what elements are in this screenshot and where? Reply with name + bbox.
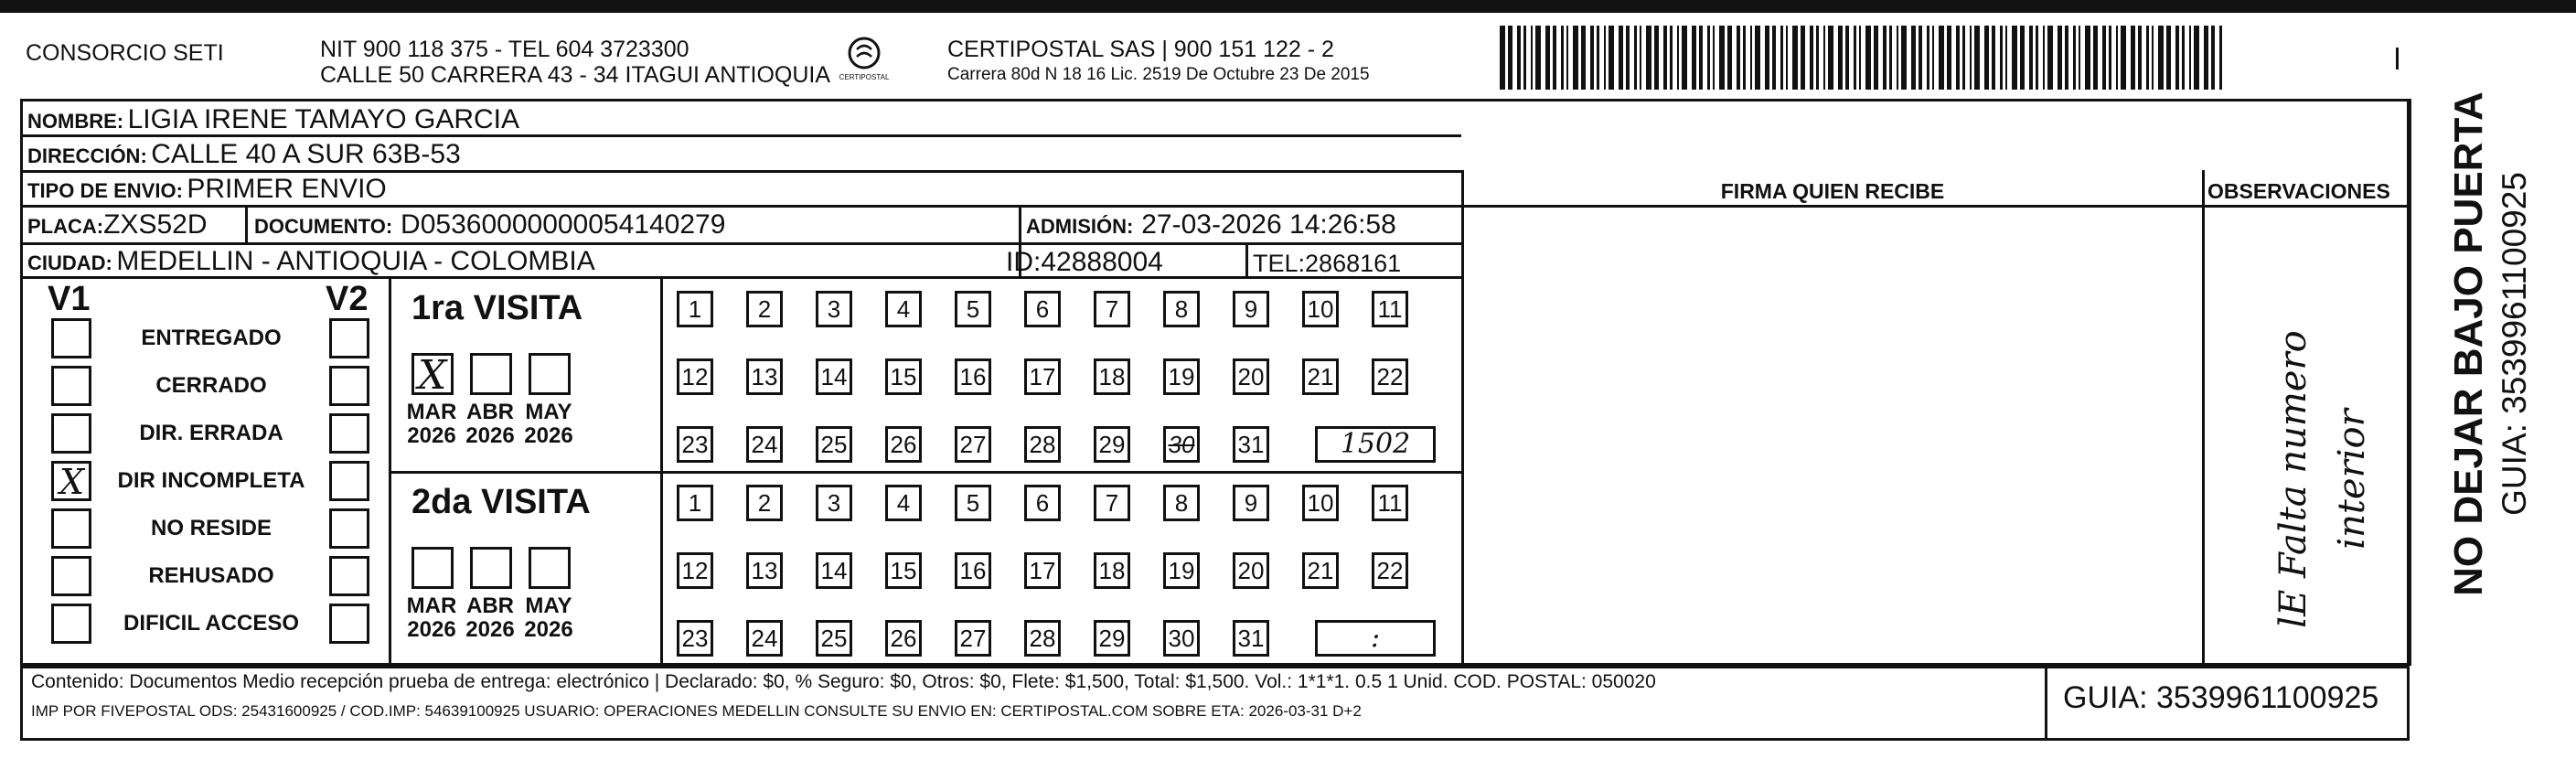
- day-box[interactable]: 2: [746, 485, 783, 521]
- license-line: Carrera 80d N 18 16 Lic. 2519 De Octubre 23 De 2015: [947, 65, 1370, 84]
- day-box[interactable]: 30: [1163, 620, 1200, 657]
- day-box[interactable]: 22: [1372, 358, 1408, 395]
- v1-label: V1: [48, 280, 91, 318]
- v1-checkbox[interactable]: [51, 508, 91, 549]
- day-box[interactable]: 26: [885, 620, 922, 657]
- id-value: 42888004: [1041, 247, 1163, 277]
- ciudad-label: CIUDAD:: [27, 251, 112, 274]
- day-box[interactable]: 25: [816, 620, 852, 657]
- visit2-title: 2da VISITA: [412, 483, 591, 521]
- day-box[interactable]: 23: [677, 620, 713, 657]
- day-box[interactable]: 6: [1024, 485, 1061, 521]
- day-box[interactable]: 5: [955, 291, 991, 327]
- cell-divider: [245, 205, 248, 243]
- contenido-line: Contenido: Documentos Medio recepción prueba de entrega: electrónico | Declarado: $0, % Seguro: $0, Otros: $0, Flete: $1,500, Total: $1,500. Vol.: 1*1*1. 0.5 1 Unid. COD. POSTAL: 050020: [31, 671, 1656, 692]
- time-box[interactable]: :: [1315, 620, 1436, 657]
- month-label: [521, 594, 576, 642]
- status-option-label: CERRADO: [155, 373, 267, 398]
- month-checkbox[interactable]: [470, 547, 512, 589]
- v1-checkbox[interactable]: [51, 604, 91, 644]
- month-year: 2026: [524, 617, 573, 642]
- day-box[interactable]: 15: [885, 552, 922, 589]
- v1-checkbox[interactable]: [51, 461, 91, 501]
- firma-header: FIRMA QUIEN RECIBE: [1720, 179, 1945, 203]
- left-section-border: [1461, 170, 1464, 666]
- day-box[interactable]: 20: [1233, 358, 1269, 395]
- cell-divider: [1245, 242, 1248, 276]
- visit1-title: 1ra VISITA: [412, 289, 583, 327]
- month-checkbox[interactable]: [529, 547, 571, 589]
- day-box[interactable]: 19: [1163, 358, 1200, 395]
- ciudad-value: MEDELLIN - ANTIOQUIA - COLOMBIA: [116, 246, 595, 276]
- placa-label: PLACA:: [27, 215, 104, 238]
- month-name: MAY: [525, 593, 572, 618]
- documento-cell: [254, 209, 725, 241]
- v1-checkbox[interactable]: [51, 366, 91, 406]
- month-year: 2026: [524, 423, 573, 448]
- day-box[interactable]: 6: [1024, 291, 1061, 327]
- placa-value: ZXS52D: [103, 209, 208, 240]
- day-box[interactable]: 11: [1372, 485, 1408, 521]
- day-box[interactable]: 31: [1233, 426, 1269, 463]
- day-box[interactable]: 21: [1302, 358, 1339, 395]
- id-cell: [1006, 247, 1163, 278]
- month-checkbox[interactable]: [412, 547, 454, 589]
- top-border-bar: [0, 0, 2576, 13]
- day-box[interactable]: 28: [1024, 620, 1061, 657]
- day-box[interactable]: 29: [1094, 620, 1130, 657]
- no-dejar-text: NO DEJAR BAJO PUERTA: [2446, 91, 2491, 596]
- day-box[interactable]: 10: [1302, 485, 1339, 521]
- day-box[interactable]: 13: [746, 552, 783, 589]
- day-box[interactable]: 8: [1163, 485, 1200, 521]
- company-name: CONSORCIO SETI: [26, 40, 224, 66]
- logo-text: CERTIPOSTAL: [839, 73, 890, 81]
- month-label: [521, 401, 576, 448]
- day-box[interactable]: 14: [816, 552, 852, 589]
- v2-checkbox[interactable]: [329, 318, 369, 358]
- admision-label: ADMISIÓN:: [1026, 215, 1134, 238]
- row-line: [20, 205, 2410, 208]
- day-box[interactable]: 28: [1024, 426, 1061, 463]
- id-label: ID:: [1006, 247, 1042, 277]
- documento-label: DOCUMENTO:: [254, 215, 393, 238]
- row-line: [20, 170, 1461, 173]
- status-option-label: DIR. ERRADA: [139, 421, 283, 445]
- observaciones-text: lE Falta numero interior: [2272, 330, 2373, 628]
- day-box[interactable]: 14: [816, 358, 852, 395]
- tick-mark: [2396, 48, 2399, 69]
- tel-label: TEL:: [1253, 250, 1306, 277]
- side-guia-text: GUIA: 3539961100925: [2496, 172, 2533, 516]
- day-box[interactable]: 4: [885, 485, 922, 521]
- admision-cell: [1026, 209, 1396, 241]
- day-box[interactable]: 5: [955, 485, 991, 521]
- day-box[interactable]: 16: [955, 552, 991, 589]
- v1-checkbox[interactable]: [51, 413, 91, 454]
- day-box[interactable]: 24: [746, 426, 783, 463]
- day-box[interactable]: 3: [816, 291, 852, 327]
- day-box[interactable]: 31: [1233, 620, 1269, 657]
- v1-checkbox[interactable]: [51, 318, 91, 358]
- month-checkbox[interactable]: [529, 353, 571, 395]
- month-label: [404, 401, 459, 448]
- day-box[interactable]: 9: [1233, 291, 1269, 327]
- documento-value: D05360000000054140279: [401, 209, 726, 240]
- status-option-label: DIR INCOMPLETA: [117, 468, 305, 493]
- day-box[interactable]: 11: [1372, 291, 1408, 327]
- check-mark: X: [59, 462, 85, 502]
- day-box[interactable]: 27: [955, 620, 991, 657]
- tipo-row: [27, 174, 387, 205]
- certipostal-line: CERTIPOSTAL SAS | 900 151 122 - 2: [947, 37, 1334, 62]
- day-box[interactable]: 20: [1233, 552, 1269, 589]
- certipostal-logo: [832, 33, 896, 90]
- month-name: MAR: [406, 593, 457, 618]
- check-mark: X: [418, 352, 447, 399]
- v2-checkbox[interactable]: [329, 413, 369, 454]
- month-name: MAY: [525, 400, 572, 424]
- day-box[interactable]: 4: [885, 291, 922, 327]
- footer-divider: [2045, 666, 2047, 741]
- day-box[interactable]: 1: [677, 485, 713, 521]
- month-name: ABR: [466, 400, 514, 424]
- v2-checkbox[interactable]: [329, 366, 369, 406]
- imp-line: IMP POR FIVEPOSTAL ODS: 25431600925 / COD.IMP: 54639100925 USUARIO: OPERACIONES MEDELLIN CONSULTE SU ENVIO EN: CERTIPOSTAL.COM SOBRE ETA: 2026-03-31 D+2: [31, 702, 1362, 720]
- month-year: 2026: [407, 617, 456, 642]
- day-box[interactable]: 18: [1094, 552, 1130, 589]
- day-box[interactable]: 30: [1163, 426, 1200, 463]
- day-box[interactable]: 10: [1302, 291, 1339, 327]
- observaciones-header: OBSERVACIONES: [2207, 179, 2390, 203]
- day-box[interactable]: 26: [885, 426, 922, 463]
- month-label: [404, 594, 459, 642]
- tel-value: 2868161: [1305, 250, 1402, 277]
- day-box[interactable]: 1: [677, 291, 713, 327]
- day-box[interactable]: 12: [677, 358, 713, 395]
- month-label: [463, 401, 518, 448]
- direccion-label: DIRECCIÓN:: [27, 144, 147, 167]
- visit-divider: [389, 471, 1461, 474]
- day-box[interactable]: 29: [1094, 426, 1130, 463]
- day-box[interactable]: 18: [1094, 358, 1130, 395]
- month-checkbox[interactable]: [412, 352, 454, 399]
- direccion-value: CALLE 40 A SUR 63B-53: [151, 139, 461, 169]
- day-box[interactable]: 17: [1024, 552, 1061, 589]
- v2-label: V2: [326, 280, 369, 318]
- day-box[interactable]: 27: [955, 426, 991, 463]
- day-box[interactable]: 21: [1302, 552, 1339, 589]
- v2-checkbox[interactable]: [329, 604, 369, 644]
- status-option-label: REHUSADO: [148, 563, 274, 588]
- nombre-label: NOMBRE:: [27, 110, 124, 133]
- admision-value: 27-03-2026 14:26:58: [1141, 209, 1396, 240]
- day-box[interactable]: 9: [1233, 485, 1269, 521]
- status-option-label: ENTREGADO: [141, 326, 282, 350]
- month-year: 2026: [407, 423, 456, 448]
- day-box[interactable]: 7: [1094, 291, 1130, 327]
- tipo-label: TIPO DE ENVIO:: [27, 179, 183, 202]
- tel-cell: [1253, 250, 1401, 278]
- day-box[interactable]: 12: [677, 552, 713, 589]
- ciudad-cell: [27, 246, 595, 277]
- v2-checkbox[interactable]: [329, 556, 369, 596]
- month-checkbox[interactable]: [470, 353, 512, 395]
- nombre-value: LIGIA IRENE TAMAYO GARCIA: [127, 104, 519, 134]
- v2-checkbox[interactable]: [329, 461, 369, 501]
- day-box[interactable]: 16: [955, 358, 991, 395]
- direccion-row: [27, 139, 461, 170]
- side-panel: [2414, 91, 2533, 658]
- month-label: [463, 594, 518, 642]
- status-option-label: DIFICIL ACCESO: [123, 611, 299, 636]
- day-box[interactable]: 3: [816, 485, 852, 521]
- day-box[interactable]: 2: [746, 291, 783, 327]
- frame-right: [2409, 99, 2411, 666]
- placa-cell: [27, 209, 208, 241]
- v2-checkbox[interactable]: [329, 508, 369, 549]
- day-box[interactable]: 25: [816, 426, 852, 463]
- v1-checkbox[interactable]: [51, 556, 91, 596]
- nit-line: NIT 900 118 375 - TEL 604 3723300: [320, 37, 689, 62]
- day-box[interactable]: 22: [1372, 552, 1408, 589]
- day-box[interactable]: 8: [1163, 291, 1200, 327]
- day-box[interactable]: 13: [746, 358, 783, 395]
- month-name: MAR: [406, 400, 457, 424]
- day-box[interactable]: 17: [1024, 358, 1061, 395]
- address-line: CALLE 50 CARRERA 43 - 34 ITAGUI ANTIOQUIA: [320, 62, 831, 88]
- tipo-value: PRIMER ENVIO: [187, 174, 387, 204]
- day-box[interactable]: 19: [1163, 552, 1200, 589]
- status-option-label: NO RESIDE: [150, 516, 273, 540]
- month-year: 2026: [465, 617, 515, 642]
- month-year: 2026: [465, 423, 515, 448]
- footer-guia: GUIA: 3539961100925: [2063, 680, 2379, 715]
- nombre-row: [27, 104, 519, 135]
- month-name: ABR: [466, 593, 514, 618]
- day-box[interactable]: 15: [885, 358, 922, 395]
- day-box[interactable]: 23: [677, 426, 713, 463]
- day-box[interactable]: 7: [1094, 485, 1130, 521]
- obs-divider: [2202, 170, 2205, 666]
- day-box[interactable]: 24: [746, 620, 783, 657]
- barcode: [1500, 26, 2228, 90]
- time-box[interactable]: 1502: [1315, 426, 1436, 463]
- observaciones-handwriting: [2250, 238, 2387, 658]
